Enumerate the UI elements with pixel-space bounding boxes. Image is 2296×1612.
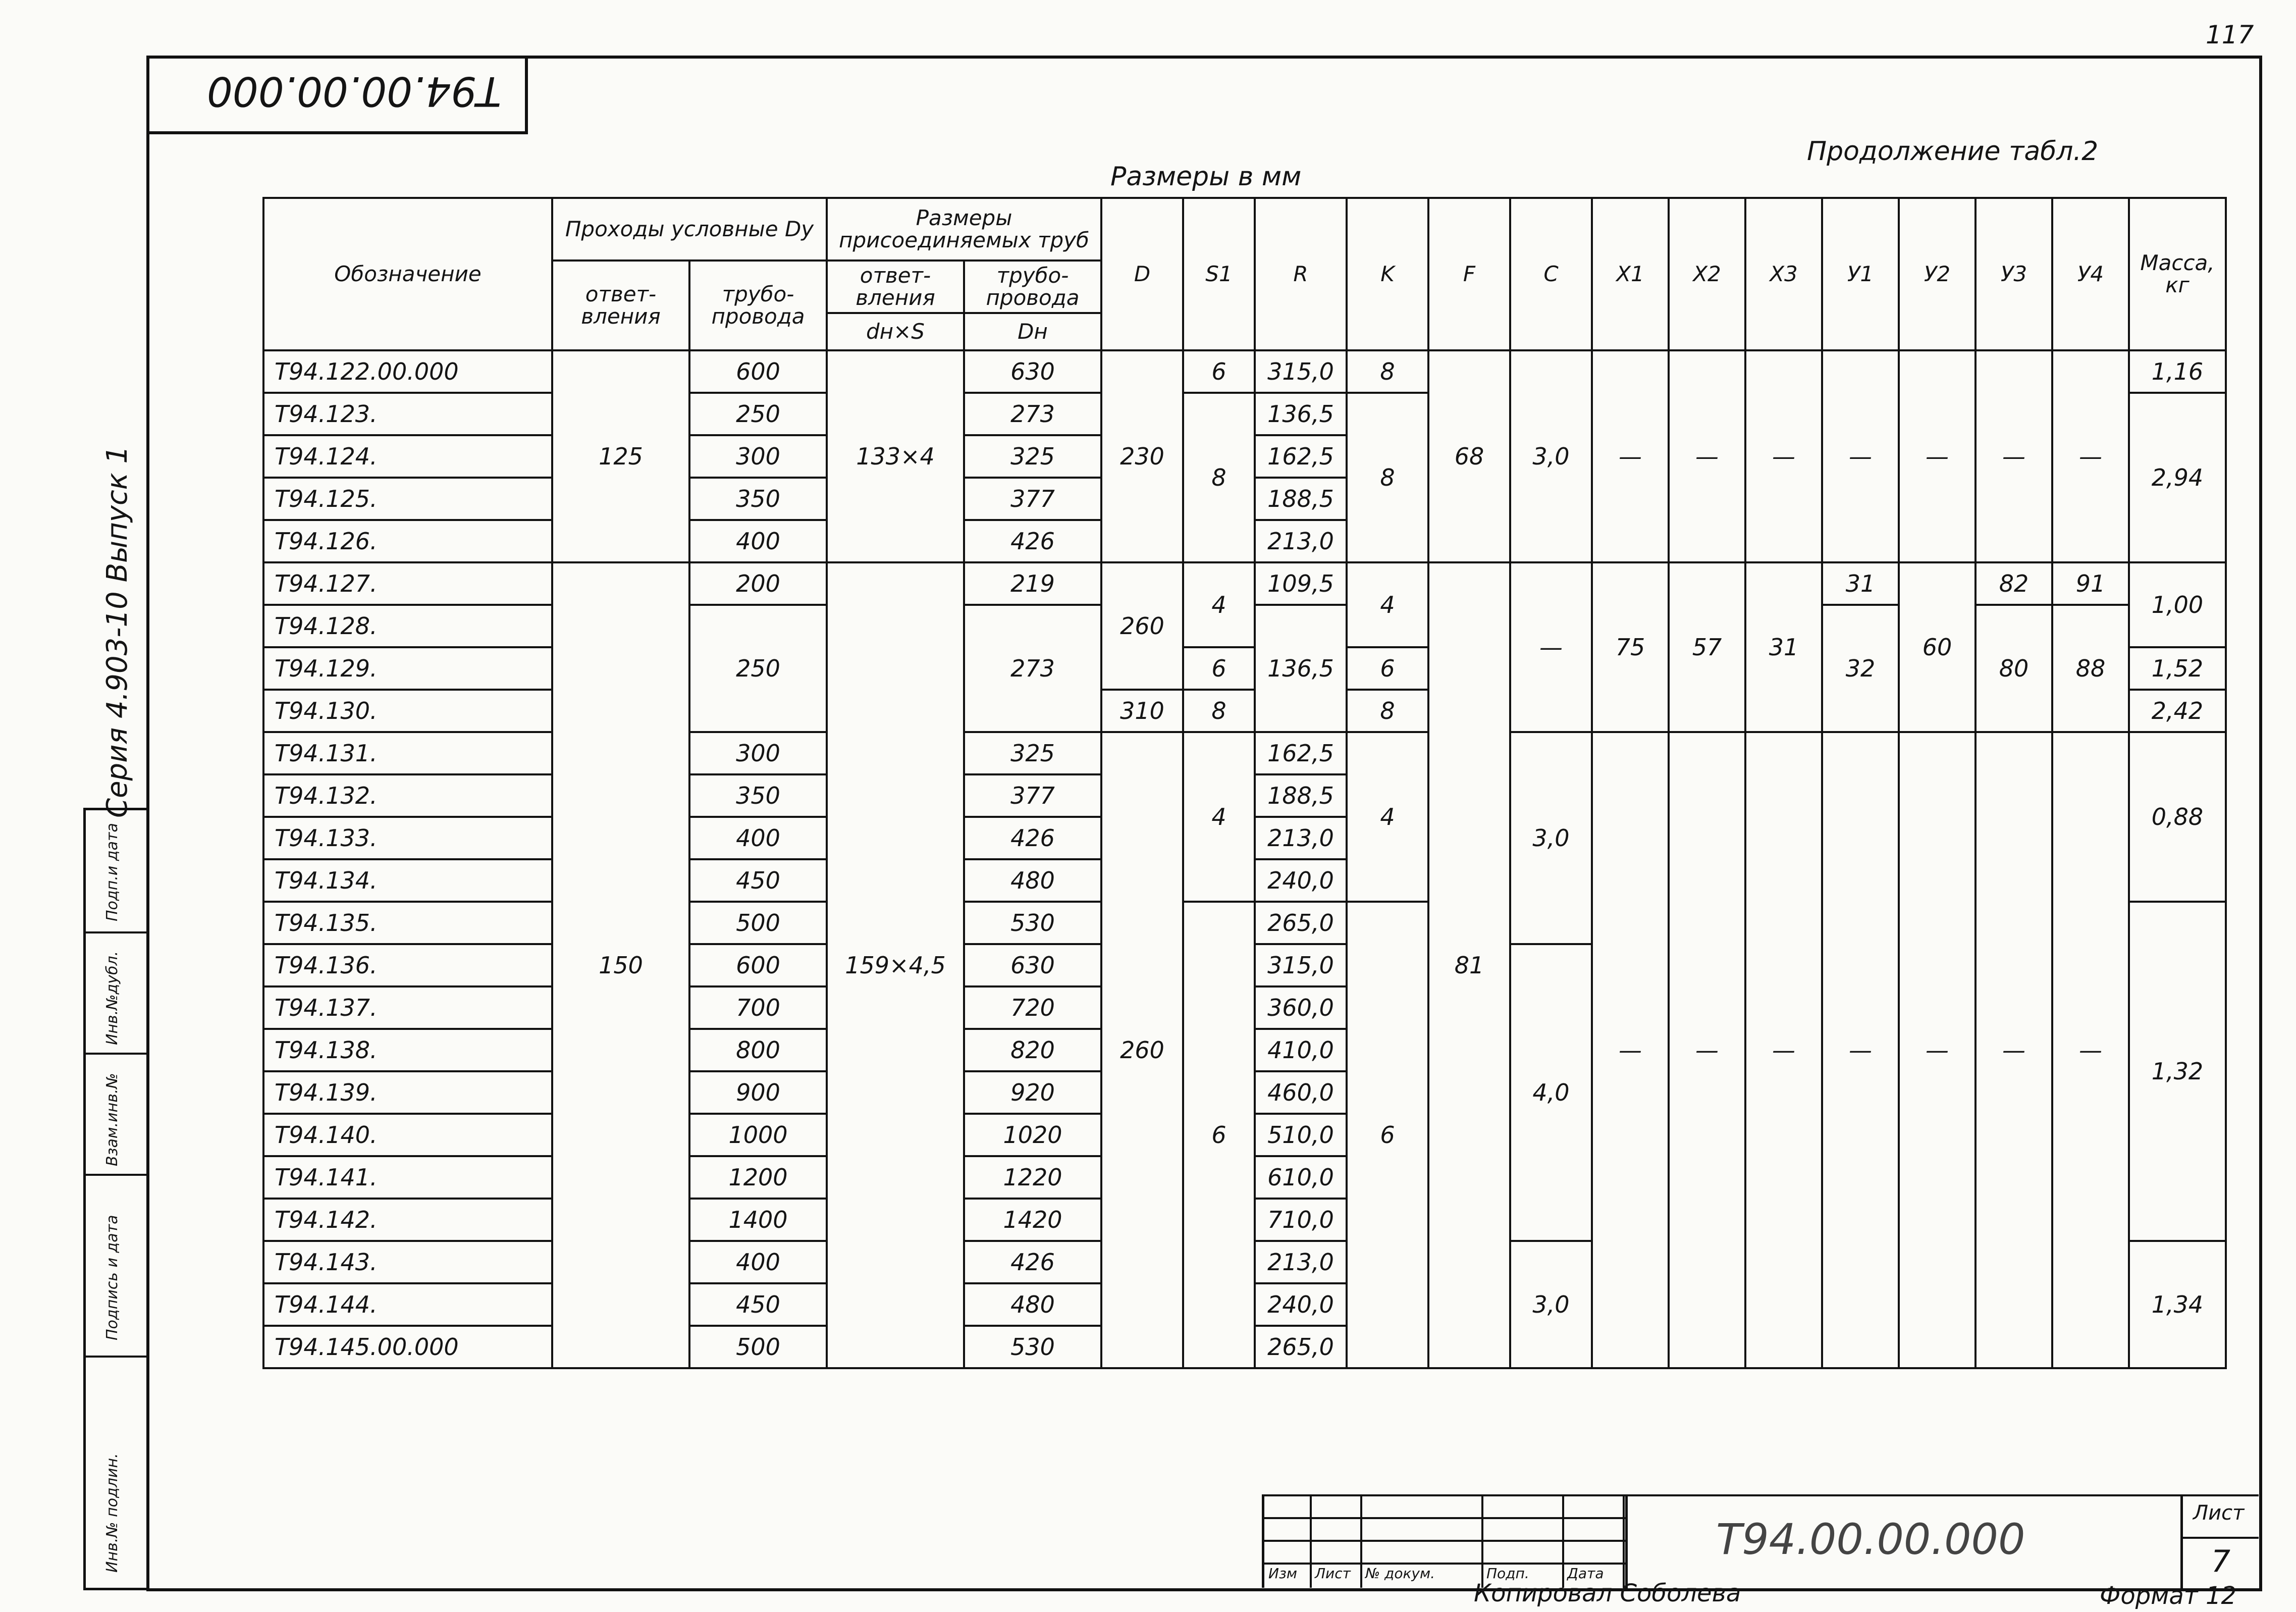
- cell-F: 81: [1428, 562, 1510, 1368]
- cell-dy-pipe: 1000: [689, 1114, 827, 1156]
- cell-R: 109,5: [1255, 562, 1347, 605]
- cell-y4: —: [2052, 350, 2129, 562]
- cell-R: 460,0: [1255, 1071, 1347, 1114]
- cell-mass: 2,94: [2129, 393, 2226, 562]
- cell-dn: 426: [964, 1241, 1101, 1283]
- cell-x1: —: [1592, 350, 1669, 562]
- cell-dy-branch: 125: [552, 350, 689, 562]
- cell-dn: 273: [964, 605, 1101, 732]
- cell-dy-pipe: 800: [689, 1029, 827, 1071]
- cell-code: Т94.131.: [263, 732, 552, 774]
- cell-code: Т94.145.00.000: [263, 1326, 552, 1368]
- cell-S1: 6: [1183, 902, 1255, 1368]
- cell-y3: 80: [1975, 605, 2052, 732]
- cell-C: 4,0: [1510, 944, 1592, 1241]
- cell-dn: 377: [964, 478, 1101, 520]
- cell-dn: 273: [964, 393, 1101, 435]
- cell-code: Т94.143.: [263, 1241, 552, 1283]
- col-x1: X1: [1592, 198, 1669, 350]
- cell-y1: —: [1822, 732, 1899, 1368]
- cell-dy-pipe: 500: [689, 1326, 827, 1368]
- cell-code: Т94.128.: [263, 605, 552, 647]
- col-R: R: [1255, 198, 1347, 350]
- cell-dn: 630: [964, 944, 1101, 986]
- cell-R: 265,0: [1255, 902, 1347, 944]
- cell-dn: 426: [964, 817, 1101, 859]
- col-K: K: [1347, 198, 1428, 350]
- cell-mass: 0,88: [2129, 732, 2226, 902]
- cell-F: 68: [1428, 350, 1510, 562]
- sheet-number: 7: [2183, 1537, 2259, 1579]
- copied-by: Копировал Соболева: [1474, 1579, 1741, 1607]
- title-block: [1262, 1494, 2256, 1588]
- col-dy-branch: ответ-вления: [552, 261, 689, 350]
- col-x2: X2: [1669, 198, 1745, 350]
- cell-R: 188,5: [1255, 774, 1347, 817]
- cell-y2: —: [1899, 732, 1975, 1368]
- cell-R: 360,0: [1255, 986, 1347, 1029]
- cell-code: Т94.124.: [263, 435, 552, 478]
- cell-D: 310: [1101, 690, 1183, 732]
- cell-S1: 8: [1183, 393, 1255, 562]
- cell-dy-pipe: 1400: [689, 1199, 827, 1241]
- page-number: 117: [2206, 20, 2254, 49]
- cell-R: 213,0: [1255, 817, 1347, 859]
- cell-code: Т94.122.00.000: [263, 350, 552, 393]
- cell-x1: 75: [1592, 562, 1669, 732]
- cell-code: Т94.133.: [263, 817, 552, 859]
- cell-x3: —: [1745, 732, 1822, 1368]
- col-dy-pipe: трубо-провода: [689, 261, 827, 350]
- cell-C: —: [1510, 562, 1592, 732]
- cell-mass: 1,16: [2129, 350, 2226, 393]
- table-row: [263, 350, 2226, 393]
- cell-dy-pipe: 400: [689, 1241, 827, 1283]
- cell-code: Т94.142.: [263, 1199, 552, 1241]
- cell-y4: 88: [2052, 605, 2129, 732]
- cell-D: 260: [1101, 562, 1183, 690]
- cell-dy-pipe: 900: [689, 1071, 827, 1114]
- title-block-grid: [1262, 1494, 1628, 1588]
- series-text: Серия 4.903-10 Выпуск 1: [101, 446, 134, 818]
- cell-dy-pipe: 400: [689, 520, 827, 562]
- strip-cell: [86, 810, 149, 933]
- cell-mass: 1,52: [2129, 647, 2226, 690]
- cell-R: 610,0: [1255, 1156, 1347, 1199]
- tb-label: Подп.: [1486, 1565, 1529, 1582]
- cell-y1: 31: [1822, 562, 1899, 605]
- cell-dy-pipe: 450: [689, 1283, 827, 1326]
- col-mass: Масса, кг: [2129, 198, 2226, 350]
- col-pipe-sizes: Размеры присоединяемых труб: [827, 198, 1101, 261]
- cell-dn: 426: [964, 520, 1101, 562]
- dimensions-table: [262, 197, 2227, 1369]
- cell-y2: —: [1899, 350, 1975, 562]
- tb-label: Изм: [1268, 1565, 1297, 1582]
- cell-R: 315,0: [1255, 350, 1347, 393]
- cell-K: 6: [1347, 647, 1428, 690]
- tb-label: Лист: [1315, 1565, 1351, 1582]
- cell-y3: —: [1975, 732, 2052, 1368]
- cell-dy-pipe: 250: [689, 393, 827, 435]
- cell-R: 162,5: [1255, 732, 1347, 774]
- col-Dn: Dн: [964, 313, 1101, 350]
- cell-x2: —: [1669, 732, 1745, 1368]
- cell-code: Т94.141.: [263, 1156, 552, 1199]
- col-pipe-branch: ответ-вления: [827, 261, 964, 313]
- cell-dn: 530: [964, 1326, 1101, 1368]
- title-block-code: Т94.00.00.000: [1716, 1515, 2025, 1564]
- cell-y3: 82: [1975, 562, 2052, 605]
- cell-dn: 920: [964, 1071, 1101, 1114]
- cell-mass: 1,00: [2129, 562, 2226, 647]
- cell-R: 510,0: [1255, 1114, 1347, 1156]
- col-C: C: [1510, 198, 1592, 350]
- sheet-box: [2180, 1494, 2259, 1590]
- col-x3: X3: [1745, 198, 1822, 350]
- sheet-label: Лист: [2193, 1501, 2245, 1525]
- cell-dn: 630: [964, 350, 1101, 393]
- dims-note: Размеры в мм: [1110, 162, 1302, 192]
- cell-code: Т94.140.: [263, 1114, 552, 1156]
- cell-D: 260: [1101, 732, 1183, 1368]
- cell-K: 4: [1347, 562, 1428, 647]
- cell-code: Т94.129.: [263, 647, 552, 690]
- cell-y3: —: [1975, 350, 2052, 562]
- cell-dy-pipe: 700: [689, 986, 827, 1029]
- strip-cell: [86, 1356, 149, 1583]
- cell-dn: 219: [964, 562, 1101, 605]
- cell-mass: 2,42: [2129, 690, 2226, 732]
- cell-R: 136,5: [1255, 393, 1347, 435]
- cell-x2: 57: [1669, 562, 1745, 732]
- col-pipe-pipeline: трубо-провода: [964, 261, 1101, 313]
- corner-stamp: [146, 56, 528, 134]
- cell-dy-branch: 150: [552, 562, 689, 1368]
- cell-R: 188,5: [1255, 478, 1347, 520]
- cell-mass: 1,34: [2129, 1241, 2226, 1368]
- cell-y2: 60: [1899, 562, 1975, 732]
- cell-dy-pipe: 400: [689, 817, 827, 859]
- cell-R: 136,5: [1255, 605, 1347, 732]
- cell-D: 230: [1101, 350, 1183, 562]
- continuation-note: Продолжение табл.2: [1807, 136, 2099, 167]
- cell-dn: 1420: [964, 1199, 1101, 1241]
- format-label: Формат 12: [2100, 1582, 2237, 1610]
- left-strip: [83, 808, 149, 1590]
- tb-label: № докум.: [1365, 1565, 1435, 1582]
- cell-R: 162,5: [1255, 435, 1347, 478]
- cell-dy-pipe: 600: [689, 944, 827, 986]
- strip-label: Подп.и дата: [103, 823, 121, 921]
- cell-dn: 480: [964, 859, 1101, 902]
- cell-x2: —: [1669, 350, 1745, 562]
- cell-dn: 1220: [964, 1156, 1101, 1199]
- col-designation: Обозначение: [263, 198, 552, 350]
- cell-R: 710,0: [1255, 1199, 1347, 1241]
- cell-y1: —: [1822, 350, 1899, 562]
- col-S1: S1: [1183, 198, 1255, 350]
- cell-dy-pipe: 500: [689, 902, 827, 944]
- cell-dy-pipe: 250: [689, 605, 827, 732]
- cell-K: 8: [1347, 393, 1428, 562]
- cell-code: Т94.137.: [263, 986, 552, 1029]
- cell-code: Т94.138.: [263, 1029, 552, 1071]
- cell-dy-pipe: 450: [689, 859, 827, 902]
- cell-y4: 91: [2052, 562, 2129, 605]
- cell-dn: 325: [964, 435, 1101, 478]
- cell-dn: 480: [964, 1283, 1101, 1326]
- cell-mass: 1,32: [2129, 902, 2226, 1241]
- cell-code: Т94.144.: [263, 1283, 552, 1326]
- cell-R: 265,0: [1255, 1326, 1347, 1368]
- cell-code: Т94.123.: [263, 393, 552, 435]
- cell-dy-pipe: 350: [689, 478, 827, 520]
- cell-code: Т94.127.: [263, 562, 552, 605]
- col-y2: У2: [1899, 198, 1975, 350]
- cell-dn: 377: [964, 774, 1101, 817]
- col-dn-s: dн×S: [827, 313, 964, 350]
- cell-C: 3,0: [1510, 350, 1592, 562]
- cell-C: 3,0: [1510, 1241, 1592, 1368]
- cell-dn: 720: [964, 986, 1101, 1029]
- cell-dns: 159×4,5: [827, 562, 964, 1368]
- cell-code: Т94.134.: [263, 859, 552, 902]
- cell-R: 213,0: [1255, 1241, 1347, 1283]
- strip-label: Инв.№дубл.: [103, 951, 121, 1045]
- cell-C: 3,0: [1510, 732, 1592, 944]
- cell-S1: 6: [1183, 350, 1255, 393]
- cell-K: 4: [1347, 732, 1428, 902]
- cell-code: Т94.139.: [263, 1071, 552, 1114]
- strip-label: Подпись и дата: [103, 1215, 121, 1340]
- col-passages: Проходы условные Dy: [552, 198, 827, 261]
- cell-x3: —: [1745, 350, 1822, 562]
- cell-code: Т94.136.: [263, 944, 552, 986]
- cell-x3: 31: [1745, 562, 1822, 732]
- strip-cell: [86, 1053, 149, 1176]
- cell-dy-pipe: 300: [689, 435, 827, 478]
- cell-dy-pipe: 1200: [689, 1156, 827, 1199]
- cell-R: 213,0: [1255, 520, 1347, 562]
- cell-R: 240,0: [1255, 859, 1347, 902]
- cell-code: Т94.126.: [263, 520, 552, 562]
- cell-dy-pipe: 200: [689, 562, 827, 605]
- cell-dn: 1020: [964, 1114, 1101, 1156]
- col-y4: У4: [2052, 198, 2129, 350]
- cell-dns: 133×4: [827, 350, 964, 562]
- cell-code: Т94.132.: [263, 774, 552, 817]
- cell-y4: —: [2052, 732, 2129, 1368]
- strip-cell: [86, 1174, 149, 1358]
- cell-code: Т94.125.: [263, 478, 552, 520]
- cell-S1: 8: [1183, 690, 1255, 732]
- cell-dn: 820: [964, 1029, 1101, 1071]
- cell-y1: 32: [1822, 605, 1899, 732]
- col-y3: У3: [1975, 198, 2052, 350]
- strip-cell: [86, 931, 149, 1055]
- cell-R: 315,0: [1255, 944, 1347, 986]
- cell-K: 6: [1347, 902, 1428, 1368]
- col-y1: У1: [1822, 198, 1899, 350]
- cell-code: Т94.130.: [263, 690, 552, 732]
- strip-label: Инв.№ подлин.: [103, 1453, 121, 1573]
- cell-dy-pipe: 300: [689, 732, 827, 774]
- cell-x1: —: [1592, 732, 1669, 1368]
- cell-K: 8: [1347, 690, 1428, 732]
- cell-dy-pipe: 600: [689, 350, 827, 393]
- cell-R: 410,0: [1255, 1029, 1347, 1071]
- cell-code: Т94.135.: [263, 902, 552, 944]
- cell-S1: 4: [1183, 562, 1255, 647]
- cell-R: 240,0: [1255, 1283, 1347, 1326]
- table-row: [263, 562, 2226, 605]
- col-D: D: [1101, 198, 1183, 350]
- strip-label: Взам.инв.№: [103, 1073, 121, 1166]
- cell-dn: 325: [964, 732, 1101, 774]
- cell-K: 8: [1347, 350, 1428, 393]
- tb-label: Дата: [1567, 1565, 1604, 1582]
- col-F: F: [1428, 198, 1510, 350]
- stamp-code: Т94.00.00.000: [207, 68, 502, 115]
- cell-dy-pipe: 350: [689, 774, 827, 817]
- cell-S1: 4: [1183, 732, 1255, 902]
- cell-dn: 530: [964, 902, 1101, 944]
- cell-S1: 6: [1183, 647, 1255, 690]
